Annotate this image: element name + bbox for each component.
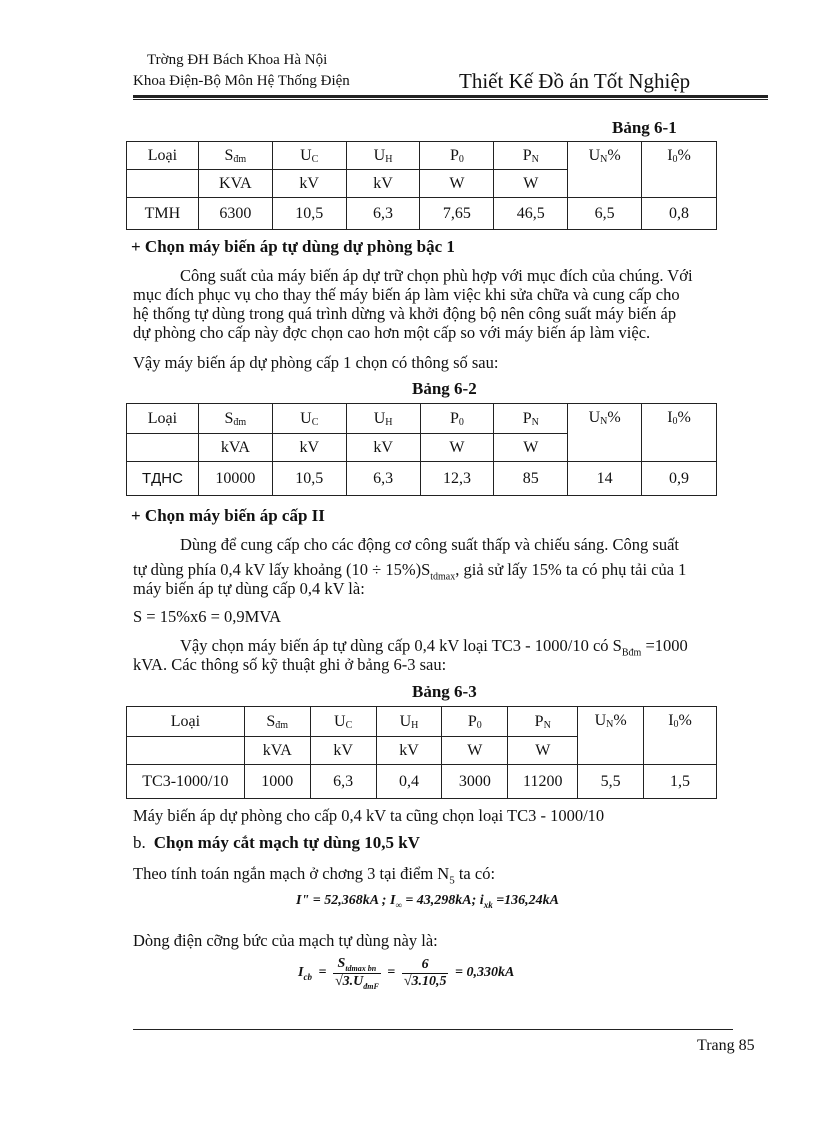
paragraph-line: Dòng điện cỡng bức của mạch tự dùng này là: <box>133 931 438 950</box>
page-number: Trang 85 <box>697 1037 755 1054</box>
unit-s: KVA <box>198 170 272 198</box>
table-row: TMH 6300 10,5 6,3 7,65 46,5 6,5 0,8 <box>127 198 717 230</box>
col-s: $S_{đm}$ <box>198 142 272 170</box>
paragraph-line: Công suất của máy biến áp dự trữ chọn phù hợp với mục đích của chúng. Với <box>180 266 693 285</box>
paragraph-line: Vậy máy biến áp dự phòng cấp 1 chọn có thông số sau: <box>133 353 499 372</box>
col-pn: $P_N$ <box>494 142 568 170</box>
col-type: Loại <box>127 142 199 170</box>
table-row: TC3-1000/10 1000 6,3 0,4 3000 11200 5,5 1,5 <box>127 765 717 799</box>
table2: Loại $S_{đm}$ $U_C$ $U_H$ $P_0$ $P_N$ $U_N\%$ $I_0\%$ kVA kV kV W W TДHC 10000 10,5 6,3 12,3 85 14 0,9 <box>126 403 717 496</box>
paragraph-line: mục đích phục vụ cho thay thế máy biến áp làm việc khi sửa chữa và cung cấp cho <box>133 285 680 304</box>
header-title: Thiết Kế Đồ án Tốt Nghiệp <box>459 69 691 93</box>
section-heading-level-2: + Chọn máy biến áp cấp II <box>131 506 325 525</box>
unit-uh: kV <box>346 170 420 198</box>
header-university: Trờng ĐH Bách Khoa Hà Nội <box>147 52 328 68</box>
table1 <box>126 141 717 230</box>
table-row: TДHC 10000 10,5 6,3 12,3 85 14 0,9 <box>127 462 717 496</box>
paragraph-line: dự phòng cho cấp này đợc chọn cao hơn một cấp so với máy biến áp làm việc. <box>133 323 651 342</box>
paragraph-line: hệ thống tự dùng trong quá trình dừng và khởi động bộ nên công suất máy biến áp <box>133 304 677 323</box>
unit-p0: W <box>420 170 494 198</box>
col-uc: $U_C$ <box>272 142 346 170</box>
table1-caption: Bảng 6-1 <box>612 118 677 137</box>
table3-caption: Bảng 6-3 <box>412 682 477 701</box>
formula-forced-current: $I_{cb}$ = $\frac{S_{tdmax bn}}{√3.U_{đmF}}$ = $\frac{6}{√3.10,5}$ = 0,330kA <box>298 956 515 991</box>
table2-caption: Bảng 6-2 <box>412 379 477 398</box>
section-heading-standby-1: + Chọn máy biến áp tự dùng dự phòng bậc 1 <box>131 237 455 256</box>
table3: Loại $S_{đm}$ $U_C$ $U_H$ $P_0$ $P_N$ $U_N\%$ $I_0\%$ kVA kV kV W W TC3-1000/10 1000 6,3 0,4 3000 11200 5,5 1,5 <box>126 706 717 799</box>
paragraph-line: Theo tính toán ngắn mạch ở chơng 3 tại điểm $N_5$ ta có: <box>133 864 496 887</box>
header-rule <box>133 95 768 98</box>
formula-short-circuit: I" = 52,368kA ; $I_\infty = 43,298kA$; $i_{xk} =136,24kA$ <box>296 893 560 910</box>
col-un: $U_N\%$ <box>568 142 642 198</box>
col-i0: $I_0\%$ <box>642 142 717 198</box>
col-p0: $P_0$ <box>420 142 494 170</box>
paragraph-line: Máy biến áp dự phòng cho cấp 0,4 kV ta cũng chọn loại TC3 - 1000/10 <box>133 806 605 825</box>
paragraph-line: Dùng để cung cấp cho các động cơ công suất thấp và chiếu sáng. Công suất <box>180 535 679 554</box>
paragraph-line: Vậy chọn máy biến áp tự dùng cấp 0,4 kV loại TC3 - 1000/10 có $S_{Bđm} =1000$ <box>180 636 688 659</box>
section-heading-breaker: b. Chọn máy cắt mạch tự dùng 10,5 kV <box>133 833 420 852</box>
footer-rule <box>133 1029 733 1030</box>
unit-pn: W <box>494 170 568 198</box>
header-department: Khoa Điện-Bộ Môn Hệ Thống Điện <box>133 73 350 89</box>
formula-load: S = 15%x6 = 0,9MVA <box>133 607 282 626</box>
paragraph-line: kVA. Các thông số kỹ thuật ghi ở bảng 6-3 sau: <box>133 655 447 674</box>
header-rule-thin <box>133 99 768 100</box>
col-uh: $U_H$ <box>346 142 420 170</box>
unit-uc: kV <box>272 170 346 198</box>
paragraph-line: máy biến áp tự dùng cấp 0,4 kV là: <box>133 579 365 598</box>
paragraph-line: tự dùng phía 0,4 kV lấy khoảng $(10 \div 15\%)S_{tdmax}$, giả sử lấy 15% ta có phụ tải của 1 <box>133 560 687 583</box>
